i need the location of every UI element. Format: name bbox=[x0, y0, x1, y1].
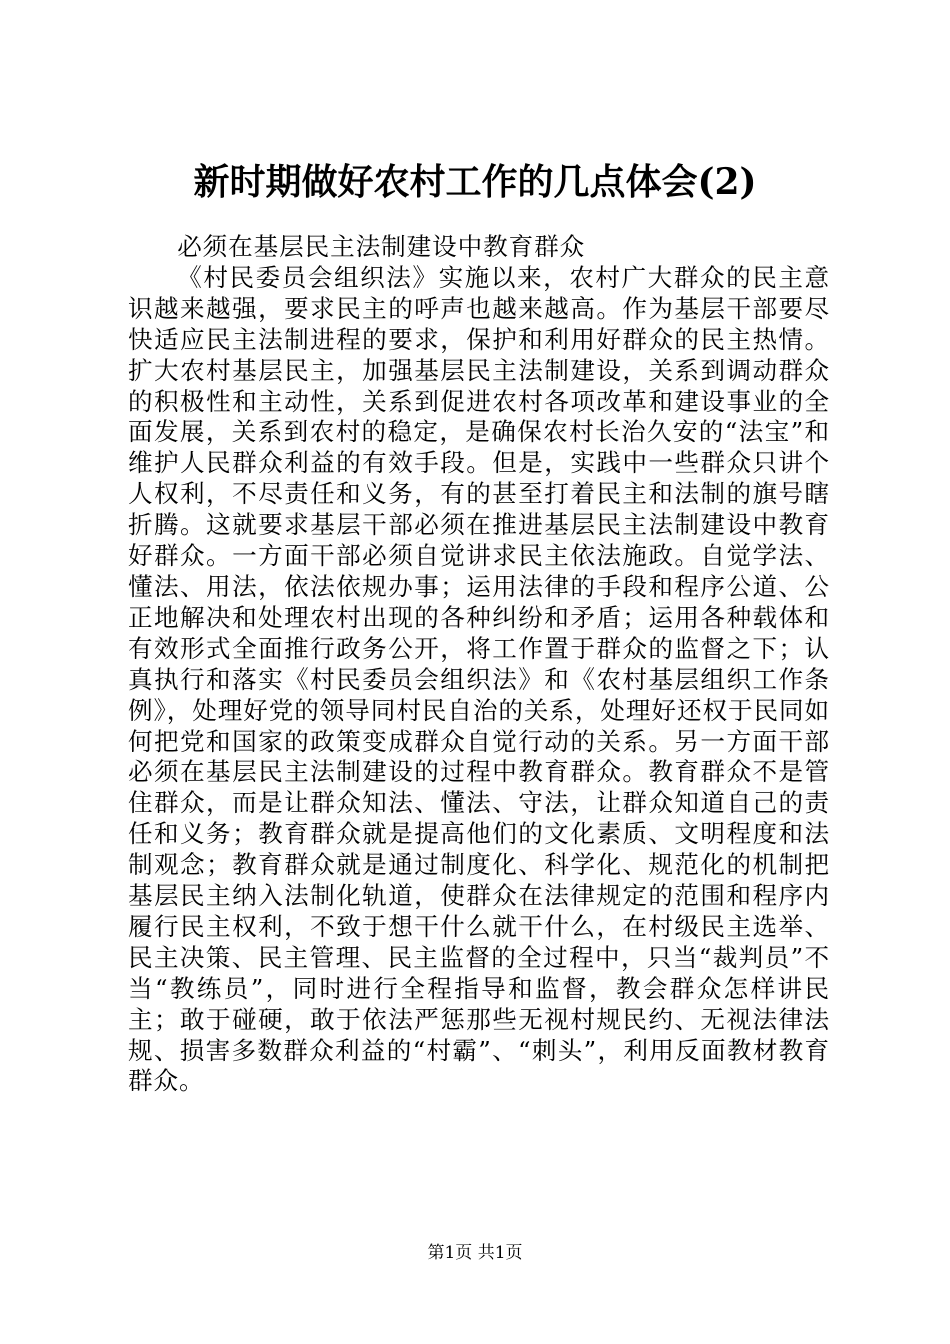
body-paragraph: 《村民委员会组织法》实施以来，农村广大群众的民主意识越来越强，要求民主的呼声也越来越高。作为基层干部要尽快适应民主法制进程的要求，保护和利用好群众的民主热情。扩大农村基层民主，加强基层民主法制建设，关系到调动群众的积极性和主动性，关系到促进农村各项改革和建设事业的全面发展，关系到农村的稳定，是确保农村长治久安的“法宝”和维护人民群众利益的有效手段。但是，实践中一些群众只讲个人权利，不尽责任和义务，有的甚至打着民主和法制的旗号瞎折腾。这就要求基层干部必须在推进基层民主法制建设中教育好群众。一方面干部必须自觉讲求民主依法施政。自觉学法、懂法、用法，依法依规办事；运用法律的手段和程序公道、公正地解决和处理农村出现的各种纠纷和矛盾；运用各种载体和有效形式全面推行政务公开，将工作置于群众的监督之下；认真执行和落实《村民委员会组织法》和《农村基层组织工作条例》，处理好党的领导同村民自治的关系，处理好还权于民同如何把党和国家的政策变成群众自觉行动的关系。另一方面干部必须在基层民主法制建设的过程中教育群众。教育群众不是管住群众，而是让群众知法、懂法、守法，让群众知道自己的责任和义务；教育群众就是提高他们的文化素质、文明程度和法制观念；教育群众就是通过制度化、科学化、规范化的机制把基层民主纳入法制化轨道，使群众在法律规定的范围和程序内履行民主权利，不致于想干什么就干什么，在村级民主选举、民主决策、民主管理、民主监督的全过程中，只当“裁判员”不当“教练员”，同时进行全程指导和监督，教会群众怎样讲民主；敢于碰硬，敢于依法严惩那些无视村规民约、无视法律法规、损害多数群众利益的“村霸”、“刺头”，利用反面教材教育群众。 bbox=[128, 262, 830, 1096]
section-heading: 必须在基层民主法制建设中教育群众 bbox=[177, 232, 586, 261]
document-title: 新时期做好农村工作的几点体会(2) bbox=[193, 161, 757, 203]
page-number-footer: 第1页 共1页 bbox=[427, 1243, 523, 1263]
document-body bbox=[128, 232, 830, 1097]
